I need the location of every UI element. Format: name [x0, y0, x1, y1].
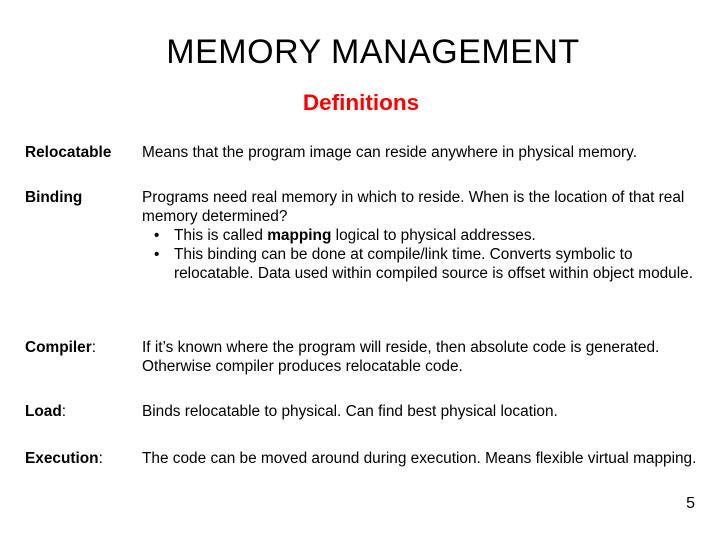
term-label: Binding	[25, 189, 83, 206]
bullet-item	[142, 245, 702, 283]
bullet-list	[142, 226, 702, 283]
definition-relocatable: Means that the program image can reside anywhere in physical memory.	[142, 144, 638, 161]
definition-execution: The code can be moved around during execution. Means flexible virtual mapping.	[142, 450, 697, 467]
bullet-item	[142, 226, 702, 245]
term-suffix: :	[98, 450, 103, 467]
term-binding	[25, 188, 82, 207]
slide-title: MEMORY MANAGEMENT	[166, 33, 580, 71]
term-compiler	[25, 338, 96, 357]
term-load	[25, 402, 66, 421]
bullet-text-pre: This binding can be done at compile/link time. Converts symbolic to relocatable. Data used within compiled source is offset within object module.	[174, 246, 693, 282]
bullet-text-post: logical to physical addresses.	[331, 227, 536, 244]
term-label: Relocatable	[25, 144, 112, 161]
bullet-icon: •	[154, 227, 160, 244]
definition-load: Binds relocatable to physical. Can find best physical location.	[142, 403, 558, 420]
definition-compiler: If it’s known where the program will reside, then absolute code is generated. Otherwise compiler produces relocatable code.	[142, 339, 660, 375]
page-number: 5	[686, 495, 695, 512]
term-execution	[25, 449, 103, 468]
term-suffix: :	[61, 403, 67, 420]
term-suffix: :	[91, 339, 96, 356]
definition-text: Programs need real memory in which to reside. When is the location of that real memory determined?	[142, 189, 685, 225]
term-label: Execution	[25, 450, 99, 467]
bullet-bold-term: mapping	[267, 227, 332, 244]
slide-subtitle: Definitions	[302, 90, 420, 115]
term-label: Compiler	[25, 339, 92, 356]
definition-binding	[142, 188, 702, 283]
bullet-text-pre: This is called	[174, 227, 268, 244]
term-relocatable	[25, 143, 111, 162]
bullet-icon: •	[154, 246, 160, 263]
term-label: Load	[25, 403, 62, 420]
